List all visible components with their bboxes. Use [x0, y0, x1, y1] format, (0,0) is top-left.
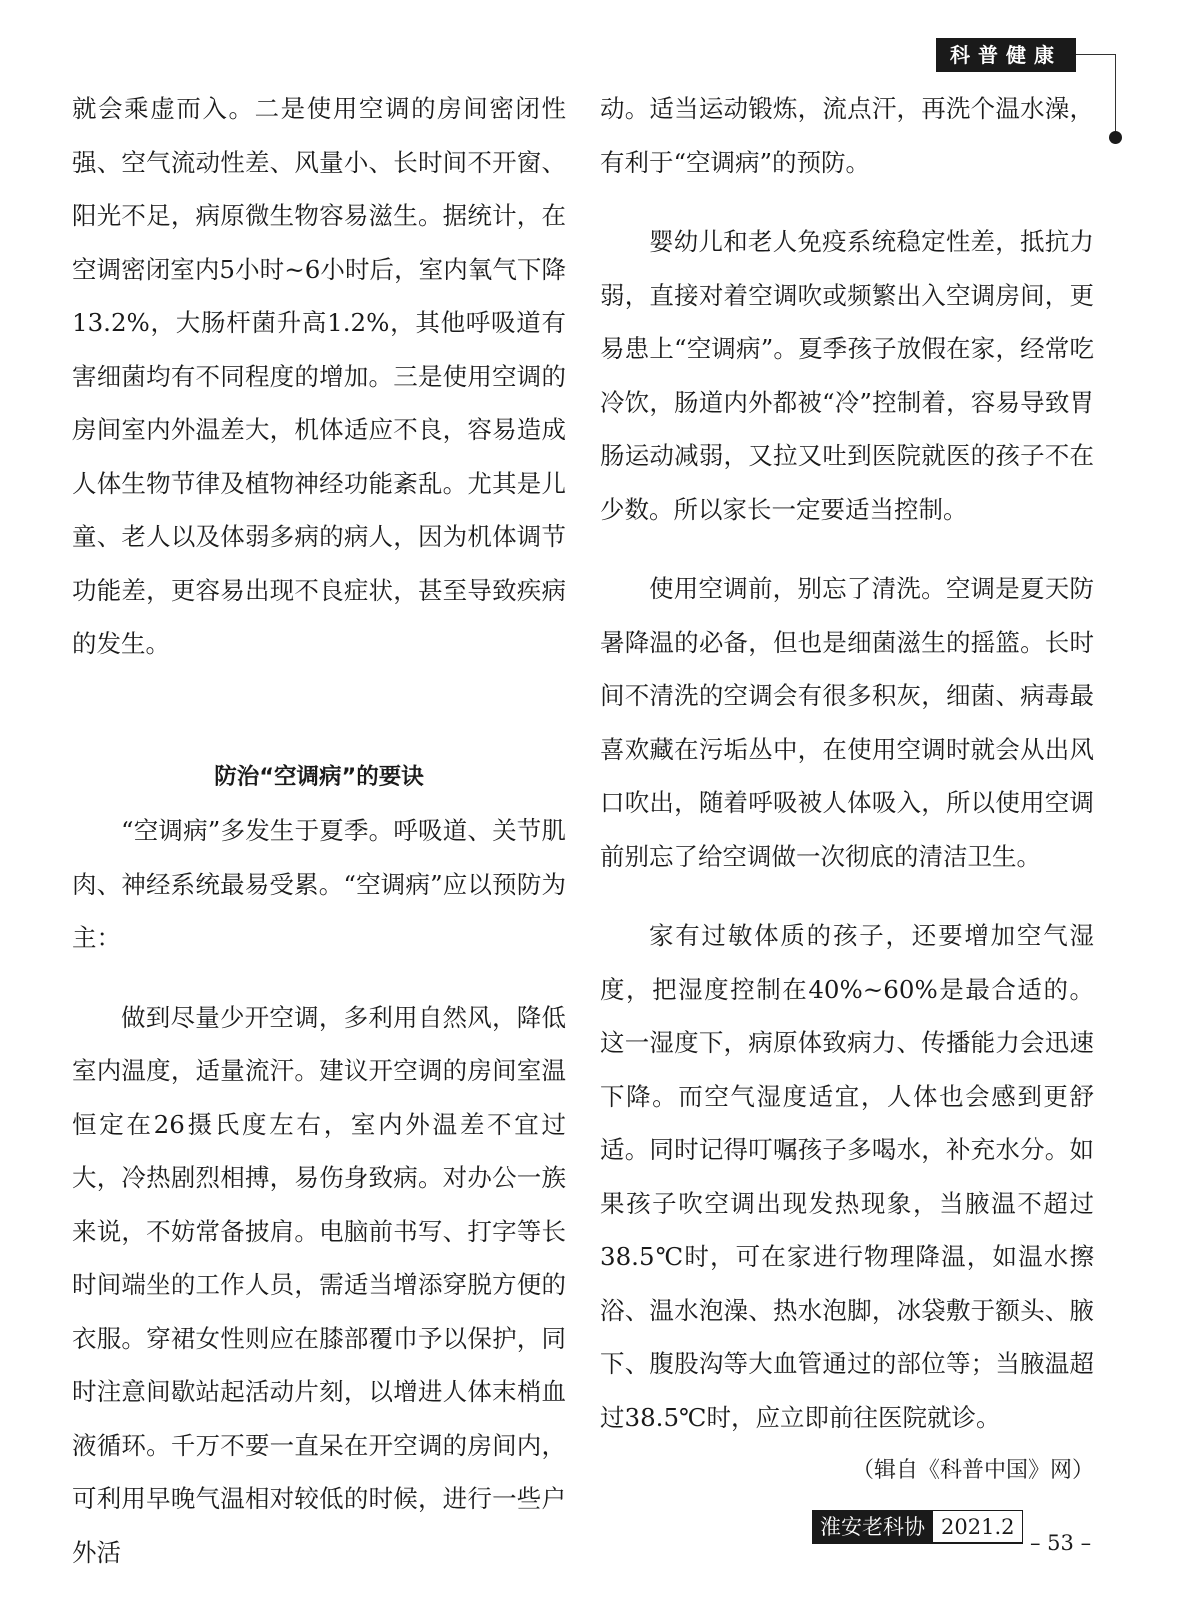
footer-journal-name: 淮安老科协 [812, 1510, 933, 1544]
section-title: 防治“空调病”的要诀 [214, 763, 424, 790]
right-paragraph-1: 动。适当运动锻炼，流点汗，再洗个温水澡，有利于“空调病”的预防。 [600, 94, 1094, 177]
footer-issue-number: 2021.2 [933, 1510, 1023, 1544]
right-paragraph-2: 婴幼儿和老人免疫系统稳定性差，抵抗力弱，直接对着空调吹或频繁出入空调房间，更易患上“空调病”。夏季孩子放假在家，经常吃冷饮，肠道内外都被“冷”控制着，容易导致胃肠运动减弱，又拉又吐到医院就医的孩子不在少数。所以家长一定要适当控制。 [600, 227, 1094, 524]
right-paragraph-4-text: 家有过敏体质的孩子，还要增加空气湿度，把湿度控制在40%~60%是最合适的。这一湿度下，病原体致病力、传播能力会迅速下降。而空气湿度适宜，人体也会感到更舒适。同时记得叮嘱孩子多喝水，补充水分。如果孩子吹空调出现发热现象，当腋温不超过38.5℃时，可在家进行物理降温，如温水擦浴、温水泡澡、热水泡脚，冰袋敷于额头、腋下、腹股沟等大血管通过的部位等；当腋温超过38.5℃时，应立即前往医院就诊。 [600, 921, 1094, 1432]
right-paragraph-3: 使用空调前，别忘了清洗。空调是夏天防暑降温的必备，但也是细菌滋生的摇篮。长时间不清洗的空调会有很多积灰，细菌、病毒最喜欢藏在污垢丛中，在使用空调时就会从出风口吹出，随着呼吸被人体吸入，所以使用空调前别忘了给空调做一次彻底的清洁卫生。 [600, 574, 1094, 871]
source-citation: （辑自《科普中国》网） [851, 1458, 1094, 1483]
right-column [600, 82, 1094, 1498]
section-label: 科普健康 [936, 38, 1076, 72]
left-paragraph-2: “空调病”多发生于夏季。呼吸道、关节肌肉、神经系统最易受累。“空调病”应以预防为主： [72, 816, 566, 952]
header-dot-ornament [1109, 131, 1122, 144]
footer-masthead [812, 1510, 1023, 1544]
left-paragraph-3: 做到尽量少开空调，多利用自然风，降低室内温度，适量流汗。建议开空调的房间室温恒定在26摄氏度左右，室内外温差不宜过大，冷热剧烈相搏，易伤身致病。对办公一族来说，不妨常备披肩。电脑前书写、打字等长时间端坐的工作人员，需适当增添穿脱方便的衣服。穿裙女性则应在膝部覆巾予以保护，同时注意间歇站起活动片刻，以增进人体末梢血液循环。千万不要一直呆在开空调的房间内，可利用早晚气温相对较低的时候，进行一些户外活 [72, 1002, 566, 1567]
left-paragraph-1: 就会乘虚而入。二是使用空调的房间密闭性强、空气流动性差、风量小、长时间不开窗、阳光不足，病原微生物容易滋生。据统计，在空调密闭室内5小时~6小时后，室内氧气下降13.2%，大肠杆菌升高1.2%，其他呼吸道有害细菌均有不同程度的增加。三是使用空调的房间室内外温差大，机体适应不良，容易造成人体生物节律及植物神经功能紊乱。尤其是儿童、老人以及体弱多病的病人，因为机体调节功能差，更容易出现不良症状，甚至导致疾病的发生。 [72, 94, 566, 658]
header-rule-horizontal [1076, 54, 1116, 55]
page-number: – 53 – [1030, 1531, 1092, 1555]
right-paragraph-4 [600, 909, 1094, 1483]
left-column [72, 82, 566, 1579]
header-rule-vertical [1115, 54, 1116, 134]
